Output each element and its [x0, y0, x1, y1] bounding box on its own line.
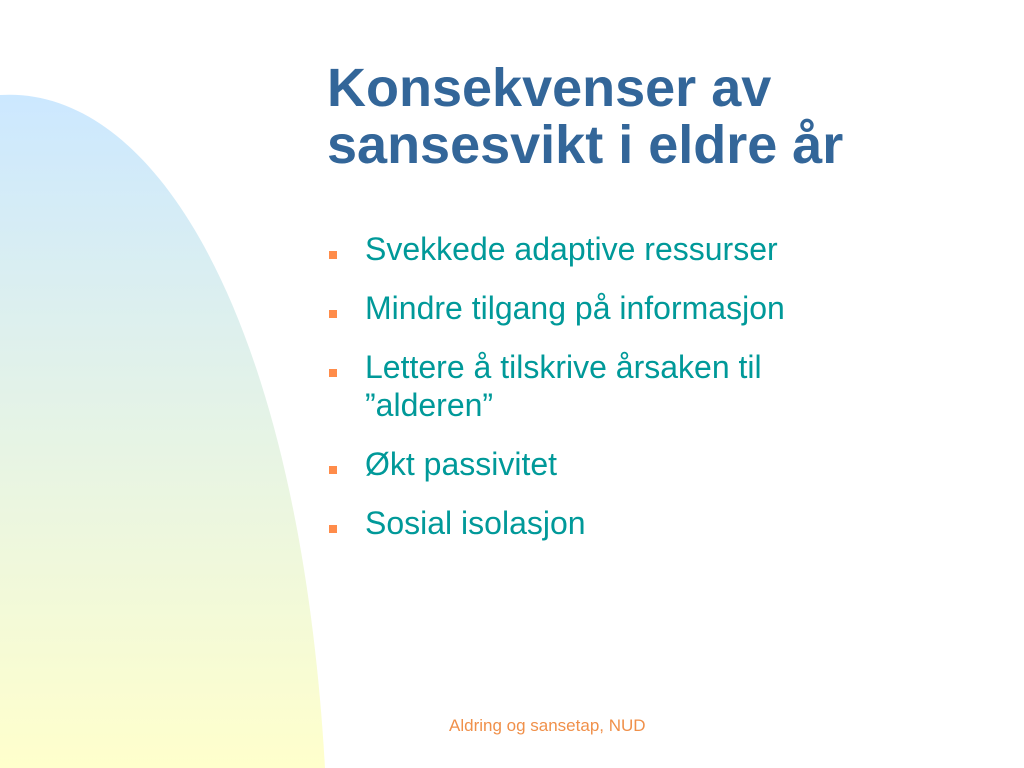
- bullet-text: Mindre tilgang på informasjon: [365, 290, 785, 326]
- slide-title-line-2: sansesvikt i eldre år: [327, 115, 844, 175]
- bullet-item: [327, 504, 1007, 542]
- square-bullet-icon: [329, 525, 337, 533]
- bullet-text-continuation: ”alderen”: [365, 387, 494, 423]
- bullet-item: [327, 348, 1007, 424]
- bullet-text: Svekkede adaptive ressurser: [365, 231, 778, 267]
- bullet-item: [327, 289, 1007, 327]
- bullet-item: [327, 230, 1007, 268]
- slide-footer: Aldring og sansetap, NUD: [449, 716, 646, 735]
- square-bullet-icon: [329, 251, 337, 259]
- slide-title: [327, 60, 1017, 174]
- square-bullet-icon: [329, 369, 337, 377]
- bullet-text: Sosial isolasjon: [365, 505, 586, 541]
- slide-title-line-1: Konsekvenser av: [327, 58, 772, 118]
- bullet-text: Lettere å tilskrive årsaken til: [365, 349, 762, 385]
- square-bullet-icon: [329, 310, 337, 318]
- bullet-item: [327, 445, 1007, 483]
- bullet-text: Økt passivitet: [365, 446, 558, 482]
- square-bullet-icon: [329, 466, 337, 474]
- bullet-list: [327, 230, 1007, 563]
